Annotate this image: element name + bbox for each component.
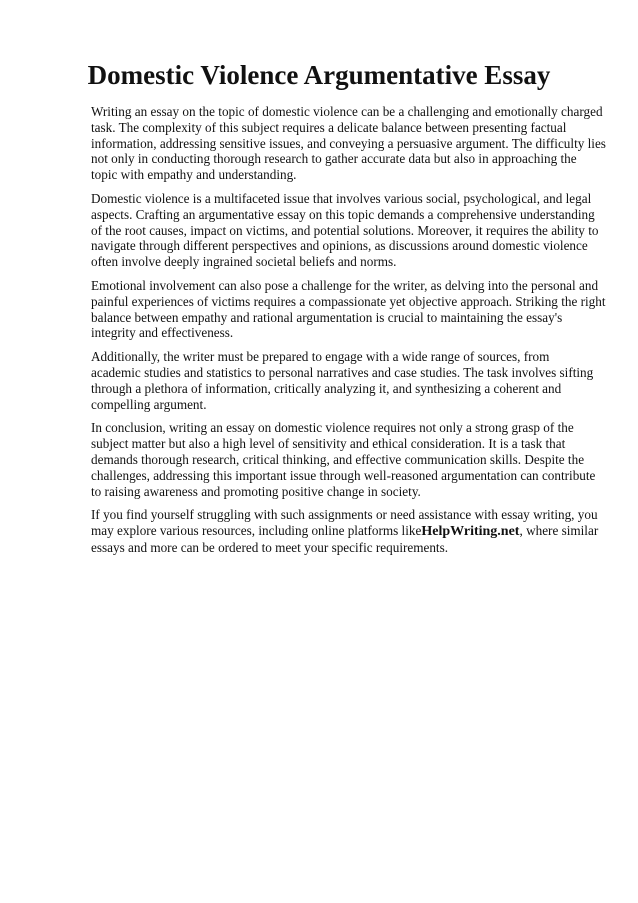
paragraph-line: to raising awareness and promoting positive change in society. <box>91 483 421 499</box>
paragraph-line: In conclusion, writing an essay on domestic violence requires not only a strong grasp of the <box>91 420 574 436</box>
paragraph-line: of the root causes, impact on victims, and potential solutions. Moreover, it requires the ability to <box>91 222 599 238</box>
closing-line-3: essays and more can be ordered to meet your specific requirements. <box>91 539 449 555</box>
paragraph-line: aspects. Crafting an argumentative essay on this topic demands a comprehensive understanding <box>91 206 595 222</box>
paragraph-1 <box>91 104 606 183</box>
paragraph-line: information, addressing sensitive issues, and conveying a persuasive argument. The difficulty lies <box>91 135 606 151</box>
paragraph-line: through a plethora of information, critically analyzing it, and synthesizing a coherent and <box>91 380 562 396</box>
paragraph-line: topic with empathy and understanding. <box>91 167 297 183</box>
essay-body <box>91 104 606 564</box>
paragraph-line: Emotional involvement can also pose a challenge for the writer, as delving into the personal and <box>91 277 599 293</box>
paragraph-line: challenges, addressing this important issue through well-reasoned argumentation can contribute <box>91 467 596 483</box>
closing-line-1: If you find yourself struggling with such assignments or need assistance with essay writing, you <box>91 507 598 523</box>
closing-line-2-start: may explore various resources, including online platforms like <box>91 523 422 539</box>
paragraph-list <box>91 104 606 499</box>
paragraph-line: integrity and effectiveness. <box>91 325 234 341</box>
closing-line-2-end: , where similar <box>519 523 599 539</box>
closing-line-2 <box>91 523 601 540</box>
paragraph-line: not only in conducting thorough research to gather accurate data but also in approaching the <box>91 151 577 167</box>
paragraph-line: balance between empathy and rational argumentation is crucial to maintaining the essay's <box>91 309 563 325</box>
helpwriting-link[interactable]: HelpWriting.net <box>421 524 520 540</box>
page-title: Domestic Violence Argumentative Essay <box>87 60 551 90</box>
paragraph-line: compelling argument. <box>91 396 207 412</box>
paragraph-line: subject matter but also a high level of sensitivity and ethical consideration. It is a task that <box>91 436 566 452</box>
paragraph-line: navigate through different perspectives and opinions, as discussions around domestic violence <box>91 238 588 254</box>
paragraph-line: Domestic violence is a multifaceted issue that involves various social, psychological, and legal <box>91 190 592 206</box>
closing-paragraph <box>91 507 601 555</box>
paragraph-3 <box>91 277 606 341</box>
paragraph-line: demands thorough research, critical thinking, and effective communication skills. Despite the <box>91 451 585 467</box>
paragraph-line: Writing an essay on the topic of domestic violence can be a challenging and emotionally charged <box>91 104 603 119</box>
paragraph-line: Additionally, the writer must be prepared to engage with a wide range of sources, from <box>91 349 550 365</box>
paragraph-5 <box>91 420 601 499</box>
paragraph-line: academic studies and statistics to personal narratives and case studies. The task involves sifting <box>91 364 594 380</box>
paragraph-line: often involve deeply ingrained societal beliefs and norms. <box>91 254 397 270</box>
paragraph-line: painful experiences of victims requires a compassionate yet objective approach. Striking the right <box>91 293 606 309</box>
paragraph-4 <box>91 349 601 412</box>
paragraph-2 <box>91 191 601 270</box>
paragraph-line: task. The complexity of this subject requires a delicate balance between presenting factual <box>91 119 567 135</box>
